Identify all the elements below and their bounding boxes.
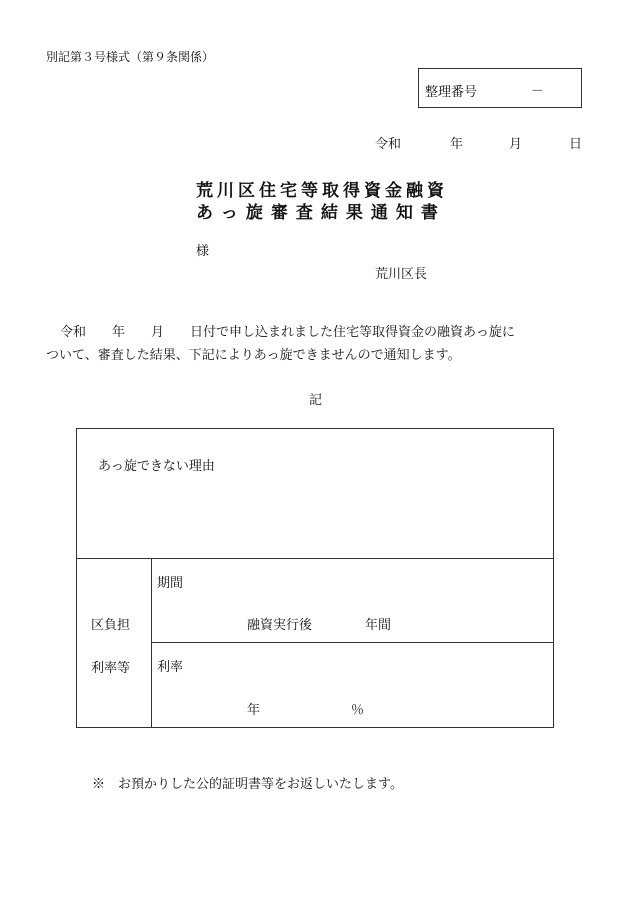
- notice-body: [46, 321, 586, 367]
- ki-heading: 記: [309, 393, 323, 408]
- return-note: ※ お預かりした公的証明書等をお返しいたします。: [92, 777, 403, 792]
- date-month: 月: [509, 137, 523, 152]
- burden-label-2: 利率等: [91, 661, 131, 676]
- sender-name: 荒川区長: [375, 267, 428, 282]
- form-label: 別記第３号様式（第９条関係）: [46, 50, 215, 64]
- reference-number-box: [418, 68, 582, 108]
- period-unit: 年間: [365, 618, 392, 633]
- result-table: [76, 428, 554, 728]
- rate-percent: ％: [351, 703, 365, 718]
- notice-body-line-1: 令和 年 月 日付で申し込まれました住宅等取得資金の融資あっ旋に: [60, 325, 515, 340]
- table-divider-1: [77, 558, 553, 559]
- notice-body-line-2: ついて、審査した結果、下記によりあっ旋できませんので通知します。: [46, 348, 461, 363]
- date-year: 年: [450, 137, 464, 152]
- date-day: 日: [569, 137, 583, 152]
- date-era: 令和: [375, 137, 402, 152]
- title-line-2: あっ旋審査結果通知書: [196, 203, 446, 223]
- reference-number-dash: －: [531, 84, 545, 99]
- reference-number-label: 整理番号: [425, 85, 478, 100]
- rate-label: 利率: [157, 660, 184, 675]
- table-divider-2: [151, 642, 553, 643]
- addressee-suffix: 様: [196, 244, 210, 259]
- title-line-1: 荒川区住宅等取得資金融資: [196, 181, 448, 201]
- reason-label: あっ旋できない理由: [98, 459, 215, 474]
- period-value: 融資実行後: [247, 618, 313, 633]
- burden-label-1: 区負担: [91, 618, 131, 633]
- period-label: 期間: [157, 576, 184, 591]
- rate-year: 年: [247, 703, 261, 718]
